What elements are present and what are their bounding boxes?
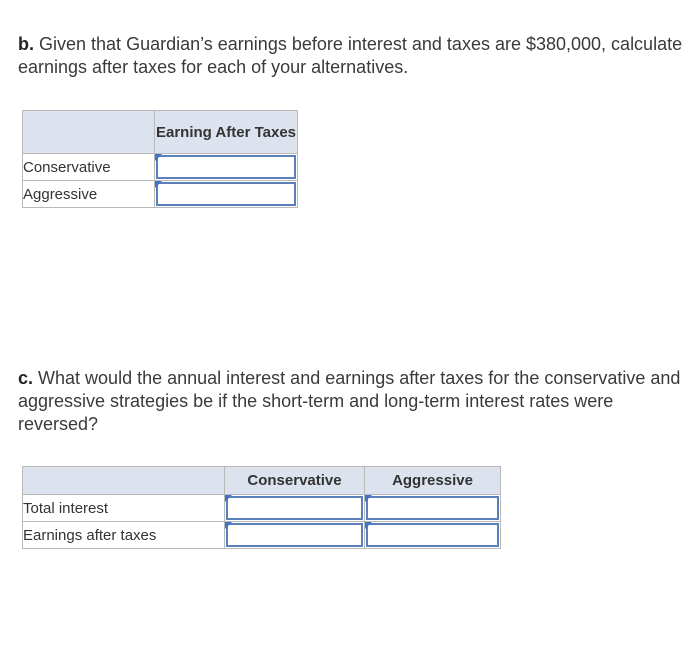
aggressive-earnings-input[interactable]	[156, 182, 296, 206]
total-interest-conservative-cell	[225, 495, 365, 522]
input-flag-icon	[225, 495, 232, 502]
input-flag-icon	[365, 522, 372, 529]
row-label-conservative: Conservative	[23, 154, 155, 181]
aggressive-eat-cell	[155, 181, 298, 208]
conservative-eat-cell	[155, 154, 298, 181]
question-b-letter: b.	[18, 34, 34, 54]
row-label-total-interest: Total interest	[23, 495, 225, 522]
question-c	[18, 367, 688, 436]
eat-conservative-cell	[225, 522, 365, 549]
row-label-aggressive: Aggressive	[23, 181, 155, 208]
total-interest-aggressive-input[interactable]	[366, 496, 499, 520]
table-b-header-earning-after-taxes: Earning After Taxes	[155, 111, 298, 154]
conservative-earnings-input[interactable]	[156, 155, 296, 179]
total-interest-conservative-input[interactable]	[226, 496, 363, 520]
question-c-letter: c.	[18, 368, 34, 388]
input-flag-icon	[155, 181, 162, 188]
table-c-corner-header	[23, 467, 225, 495]
earnings-after-taxes-table	[22, 110, 298, 208]
eat-aggressive-cell	[365, 522, 501, 549]
input-flag-icon	[365, 495, 372, 502]
total-interest-aggressive-cell	[365, 495, 501, 522]
earnings-after-taxes-aggressive-input[interactable]	[366, 523, 499, 547]
question-c-text: What would the annual interest and earnings after taxes for the conservative and aggressive strategies be if the short-term and long-term interest rates were reversed?	[18, 368, 681, 434]
table-c-header-conservative: Conservative	[225, 467, 365, 495]
table-b-corner-header	[23, 111, 155, 154]
input-flag-icon	[155, 154, 162, 161]
question-b	[18, 33, 688, 79]
reversed-rates-table	[22, 466, 501, 549]
question-b-text: Given that Guardian’s earnings before interest and taxes are $380,000, calculate earnings after taxes for each of your alternatives.	[18, 34, 683, 77]
input-flag-icon	[225, 522, 232, 529]
earnings-after-taxes-conservative-input[interactable]	[226, 523, 363, 547]
row-label-earnings-after-taxes: Earnings after taxes	[23, 522, 225, 549]
table-c-header-aggressive: Aggressive	[365, 467, 501, 495]
